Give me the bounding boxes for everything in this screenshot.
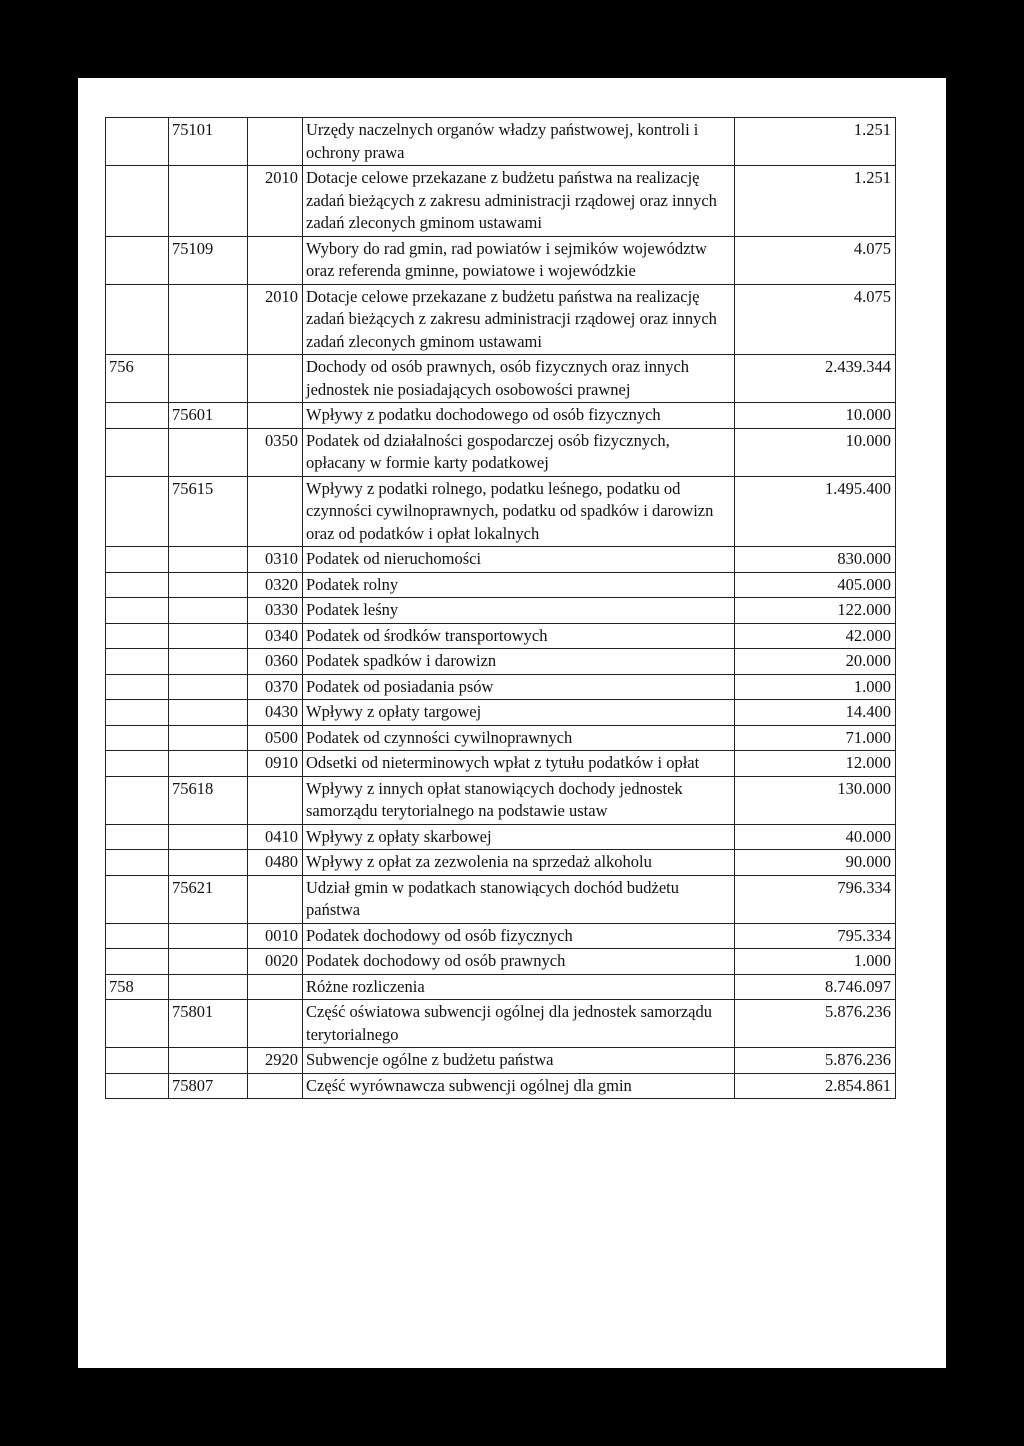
description-cell: Podatek spadków i darowizn <box>303 649 735 675</box>
description-cell: Odsetki od nieterminowych wpłat z tytułu podatków i opłat <box>303 751 735 777</box>
amount-cell: 5.876.236 <box>735 1000 896 1048</box>
dzial-cell <box>106 923 169 949</box>
budget-income-table <box>105 117 896 1099</box>
paragraf-cell <box>248 355 303 403</box>
table-row <box>106 974 896 1000</box>
table-row <box>106 850 896 876</box>
dzial-cell <box>106 824 169 850</box>
amount-cell: 90.000 <box>735 850 896 876</box>
description-cell: Podatek od działalności gospodarczej osób fizycznych, opłacany w formie karty podatkowej <box>303 428 735 476</box>
dzial-cell <box>106 1000 169 1048</box>
dzial-cell <box>106 236 169 284</box>
table-row <box>106 725 896 751</box>
dzial-cell <box>106 725 169 751</box>
paragraf-cell: 0020 <box>248 949 303 975</box>
dzial-cell <box>106 674 169 700</box>
rozdzial-cell <box>169 355 248 403</box>
dzial-cell: 758 <box>106 974 169 1000</box>
dzial-cell <box>106 751 169 777</box>
dzial-cell <box>106 623 169 649</box>
amount-cell: 1.251 <box>735 118 896 166</box>
description-cell: Część wyrównawcza subwencji ogólnej dla gmin <box>303 1073 735 1099</box>
description-cell: Podatek rolny <box>303 572 735 598</box>
paragraf-cell: 0330 <box>248 598 303 624</box>
paragraf-cell: 0430 <box>248 700 303 726</box>
table-row <box>106 649 896 675</box>
description-cell: Różne rozliczenia <box>303 974 735 1000</box>
rozdzial-cell: 75621 <box>169 875 248 923</box>
amount-cell: 14.400 <box>735 700 896 726</box>
description-cell: Wpływy z opłat za zezwolenia na sprzedaż alkoholu <box>303 850 735 876</box>
table-row <box>106 166 896 237</box>
rozdzial-cell <box>169 623 248 649</box>
amount-cell: 4.075 <box>735 236 896 284</box>
description-cell: Podatek leśny <box>303 598 735 624</box>
paragraf-cell <box>248 974 303 1000</box>
description-cell: Dotacje celowe przekazane z budżetu państwa na realizację zadań bieżących z zakresu administracji rządowej oraz innych zadań zleconych gminom ustawami <box>303 166 735 237</box>
rozdzial-cell <box>169 923 248 949</box>
description-cell: Podatek dochodowy od osób fizycznych <box>303 923 735 949</box>
table-row <box>106 700 896 726</box>
rozdzial-cell <box>169 598 248 624</box>
paragraf-cell: 0320 <box>248 572 303 598</box>
amount-cell: 122.000 <box>735 598 896 624</box>
rozdzial-cell: 75618 <box>169 776 248 824</box>
description-cell: Wpływy z innych opłat stanowiących dochody jednostek samorządu terytorialnego na podstawie ustaw <box>303 776 735 824</box>
description-cell: Wpływy z podatki rolnego, podatku leśnego, podatku od czynności cywilnoprawnych, podatku od spadków i darowizn oraz od podatków i opłat lokalnych <box>303 476 735 547</box>
paragraf-cell: 2010 <box>248 166 303 237</box>
amount-cell: 795.334 <box>735 923 896 949</box>
amount-cell: 1.495.400 <box>735 476 896 547</box>
rozdzial-cell: 75109 <box>169 236 248 284</box>
rozdzial-cell <box>169 649 248 675</box>
paragraf-cell: 0370 <box>248 674 303 700</box>
dzial-cell <box>106 428 169 476</box>
table-row <box>106 572 896 598</box>
dzial-cell <box>106 949 169 975</box>
rozdzial-cell: 75801 <box>169 1000 248 1048</box>
description-cell: Podatek dochodowy od osób prawnych <box>303 949 735 975</box>
rozdzial-cell: 75101 <box>169 118 248 166</box>
paragraf-cell <box>248 1073 303 1099</box>
dzial-cell <box>106 572 169 598</box>
paragraf-cell: 2920 <box>248 1048 303 1074</box>
amount-cell: 5.876.236 <box>735 1048 896 1074</box>
table-row <box>106 428 896 476</box>
paragraf-cell: 0500 <box>248 725 303 751</box>
paragraf-cell <box>248 776 303 824</box>
description-cell: Podatek od posiadania psów <box>303 674 735 700</box>
amount-cell: 12.000 <box>735 751 896 777</box>
rozdzial-cell <box>169 428 248 476</box>
description-cell: Dochody od osób prawnych, osób fizycznych oraz innych jednostek nie posiadających osobowości prawnej <box>303 355 735 403</box>
rozdzial-cell <box>169 824 248 850</box>
paragraf-cell: 0480 <box>248 850 303 876</box>
amount-cell: 130.000 <box>735 776 896 824</box>
rozdzial-cell <box>169 751 248 777</box>
description-cell: Urzędy naczelnych organów władzy państwowej, kontroli i ochrony prawa <box>303 118 735 166</box>
paragraf-cell: 0350 <box>248 428 303 476</box>
amount-cell: 1.000 <box>735 674 896 700</box>
table-row <box>106 875 896 923</box>
table-row <box>106 403 896 429</box>
description-cell: Podatek od nieruchomości <box>303 547 735 573</box>
rozdzial-cell <box>169 674 248 700</box>
dzial-cell <box>106 598 169 624</box>
table-row <box>106 118 896 166</box>
paragraf-cell <box>248 236 303 284</box>
paragraf-cell: 0010 <box>248 923 303 949</box>
amount-cell: 4.075 <box>735 284 896 355</box>
paragraf-cell <box>248 476 303 547</box>
rozdzial-cell <box>169 725 248 751</box>
description-cell: Wpływy z opłaty targowej <box>303 700 735 726</box>
rozdzial-cell <box>169 166 248 237</box>
table-row <box>106 824 896 850</box>
rozdzial-cell <box>169 1048 248 1074</box>
dzial-cell <box>106 850 169 876</box>
amount-cell: 40.000 <box>735 824 896 850</box>
table-row <box>106 284 896 355</box>
description-cell: Podatek od czynności cywilnoprawnych <box>303 725 735 751</box>
dzial-cell <box>106 700 169 726</box>
dzial-cell <box>106 476 169 547</box>
rozdzial-cell <box>169 700 248 726</box>
dzial-cell <box>106 1073 169 1099</box>
table-row <box>106 236 896 284</box>
table-row <box>106 1000 896 1048</box>
paragraf-cell <box>248 118 303 166</box>
amount-cell: 10.000 <box>735 428 896 476</box>
dzial-cell <box>106 547 169 573</box>
amount-cell: 796.334 <box>735 875 896 923</box>
paragraf-cell: 0410 <box>248 824 303 850</box>
paragraf-cell: 0910 <box>248 751 303 777</box>
table-row <box>106 776 896 824</box>
rozdzial-cell <box>169 949 248 975</box>
table-row <box>106 623 896 649</box>
paragraf-cell <box>248 1000 303 1048</box>
paragraf-cell: 0360 <box>248 649 303 675</box>
description-cell: Wybory do rad gmin, rad powiatów i sejmików województw oraz referenda gminne, powiatowe i wojewódzkie <box>303 236 735 284</box>
dzial-cell <box>106 875 169 923</box>
table-row <box>106 1048 896 1074</box>
table-row <box>106 476 896 547</box>
paragraf-cell: 0310 <box>248 547 303 573</box>
amount-cell: 1.000 <box>735 949 896 975</box>
table-row <box>106 949 896 975</box>
amount-cell: 20.000 <box>735 649 896 675</box>
paragraf-cell: 0340 <box>248 623 303 649</box>
rozdzial-cell <box>169 284 248 355</box>
description-cell: Udział gmin w podatkach stanowiących dochód budżetu państwa <box>303 875 735 923</box>
dzial-cell <box>106 776 169 824</box>
description-cell: Dotacje celowe przekazane z budżetu państwa na realizację zadań bieżących z zakresu administracji rządowej oraz innych zadań zleconych gminom ustawami <box>303 284 735 355</box>
paragraf-cell <box>248 403 303 429</box>
description-cell: Wpływy z podatku dochodowego od osób fizycznych <box>303 403 735 429</box>
table-row <box>106 547 896 573</box>
amount-cell: 10.000 <box>735 403 896 429</box>
description-cell: Subwencje ogólne z budżetu państwa <box>303 1048 735 1074</box>
rozdzial-cell: 75807 <box>169 1073 248 1099</box>
amount-cell: 1.251 <box>735 166 896 237</box>
amount-cell: 71.000 <box>735 725 896 751</box>
table-row <box>106 674 896 700</box>
table-row <box>106 1073 896 1099</box>
description-cell: Podatek od środków transportowych <box>303 623 735 649</box>
amount-cell: 2.439.344 <box>735 355 896 403</box>
table-row <box>106 598 896 624</box>
table-row <box>106 751 896 777</box>
amount-cell: 830.000 <box>735 547 896 573</box>
amount-cell: 2.854.861 <box>735 1073 896 1099</box>
amount-cell: 42.000 <box>735 623 896 649</box>
budget-table-body <box>106 118 896 1099</box>
rozdzial-cell: 75601 <box>169 403 248 429</box>
rozdzial-cell <box>169 572 248 598</box>
dzial-cell <box>106 1048 169 1074</box>
dzial-cell <box>106 649 169 675</box>
rozdzial-cell: 75615 <box>169 476 248 547</box>
description-cell: Wpływy z opłaty skarbowej <box>303 824 735 850</box>
dzial-cell <box>106 284 169 355</box>
amount-cell: 405.000 <box>735 572 896 598</box>
table-row <box>106 923 896 949</box>
dzial-cell <box>106 403 169 429</box>
amount-cell: 8.746.097 <box>735 974 896 1000</box>
paragraf-cell: 2010 <box>248 284 303 355</box>
rozdzial-cell <box>169 547 248 573</box>
rozdzial-cell <box>169 974 248 1000</box>
paragraf-cell <box>248 875 303 923</box>
table-row <box>106 355 896 403</box>
dzial-cell <box>106 166 169 237</box>
rozdzial-cell <box>169 850 248 876</box>
description-cell: Część oświatowa subwencji ogólnej dla jednostek samorządu terytorialnego <box>303 1000 735 1048</box>
dzial-cell <box>106 118 169 166</box>
dzial-cell: 756 <box>106 355 169 403</box>
